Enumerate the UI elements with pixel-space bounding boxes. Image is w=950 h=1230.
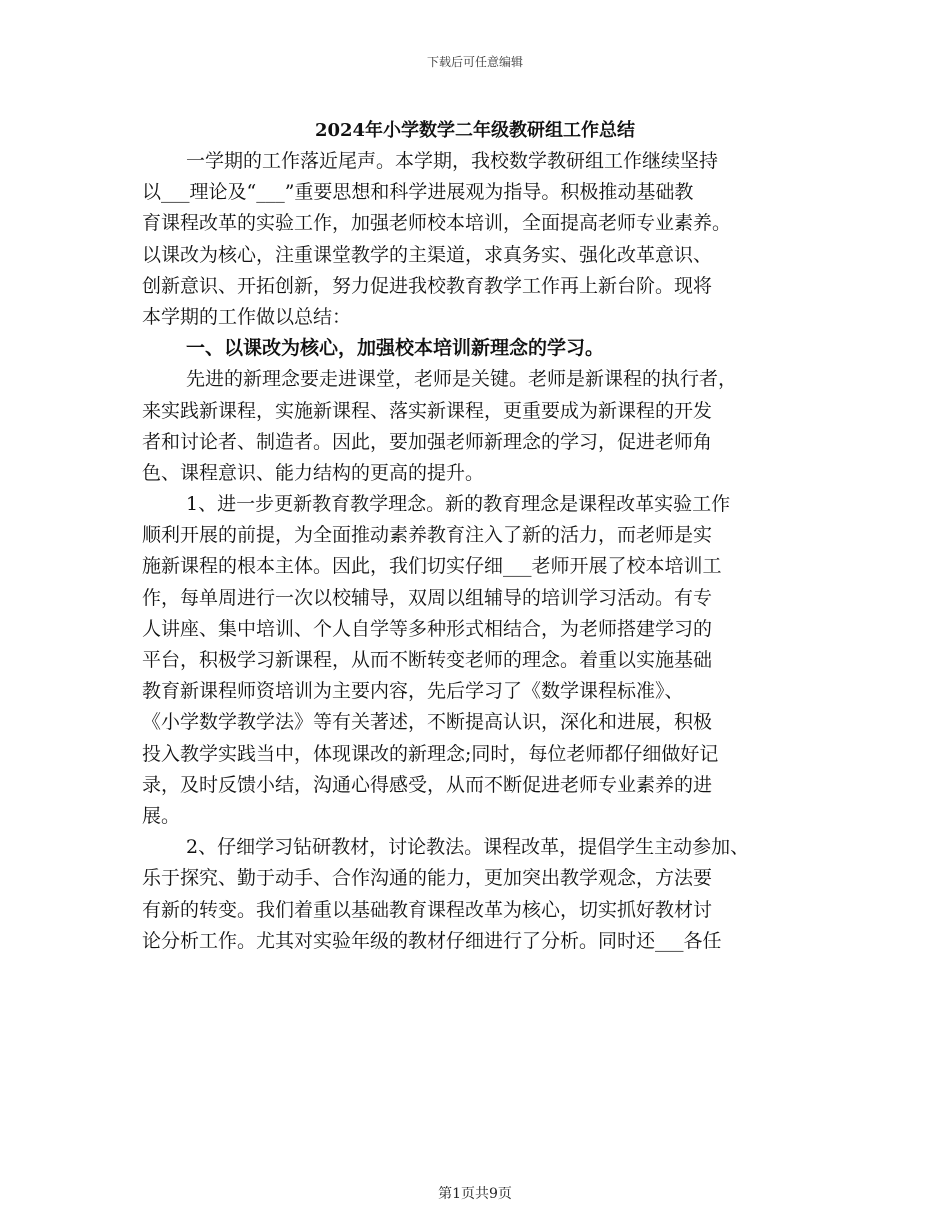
paragraph-line: 展。 [142, 804, 181, 827]
paragraph-line: 本学期的工作做以总结： [142, 305, 352, 328]
paragraph-line: 育课程改革的实验工作，加强老师校本培训，全面提高老师专业素养。 [142, 212, 732, 235]
document-body [142, 146, 812, 957]
paragraph-line: 色、课程意识、能力结构的更高的提升。 [142, 461, 485, 484]
paragraph-line: 来实践新课程，实施新课程、落实新课程，更重要成为新课程的开发 [142, 399, 713, 422]
paragraph-line: 者和讨论者、制造者。因此，要加强老师新理念的学习，促进老师角 [142, 430, 713, 453]
document-title: 2024年小学数学二年级教研组工作总结 [314, 120, 636, 141]
paragraph-line: 一学期的工作落近尾声。本学期，我校数学教研组工作继续坚持 [186, 150, 719, 172]
paragraph-line: 作，每单周进行一次以校辅导，双周以组辅导的培训学习活动。有专 [142, 586, 713, 609]
paragraph-line: 论分析工作。尤其对实验年级的教材仔细进行了分析。同时还___各任 [142, 929, 722, 952]
paragraph-line: 录，及时反馈小结，沟通心得感受，从而不断促进老师专业素养的进 [142, 773, 713, 796]
paragraph-line: 平台，积极学习新课程，从而不断转变老师的理念。着重以实施基础 [142, 649, 713, 671]
paragraph-line: 顺利开展的前提，为全面推动素养教育注入了新的活力，而老师是实 [142, 524, 713, 547]
paragraph-line: 创新意识、开拓创新，努力促进我校教育教学工作再上新台阶。现将 [142, 274, 713, 297]
page-footer: 第1页共9页 [438, 1186, 512, 1202]
paragraph-line: 有新的转变。我们着重以基础教育课程改革为核心，切实抓好教材讨 [142, 898, 713, 921]
paragraph-line: 1、进一步更新教育教学理念。新的教育理念是课程改革实验工作 [186, 493, 731, 516]
page-header: 下载后可任意编辑 [426, 55, 523, 69]
paragraph-line: 《小学数学教学法》等有关著述，不断提高认识，深化和进展，积极 [142, 711, 713, 734]
section-heading: 一、以课改为核心，加强校本培训新理念的学习。 [186, 337, 605, 360]
paragraph-line: 2、仔细学习钻研教材，讨论教法。课程改革，提倡学生主动参加、 [186, 836, 750, 859]
paragraph-line: 乐于探究、勤于动手、合作沟通的能力，更加突出教学观念，方法要 [142, 867, 713, 890]
paragraph-line: 施新课程的根本主体。因此，我们切实仔细___老师开展了校本培训工 [142, 555, 722, 578]
paragraph-line: 投入教学实践当中，体现课改的新理念;同时，每位老师都仔细做好记 [142, 742, 719, 765]
paragraph-line: 先进的新理念要走进课堂，老师是关键。老师是新课程的执行者， [186, 368, 738, 391]
paragraph-line: 以___理论及“___”重要思想和科学进展观为指导。积极推动基础教 [142, 181, 694, 204]
paragraph-line: 教育新课程师资培训为主要内容，先后学习了《数学课程标准》、 [142, 680, 684, 703]
paragraph-line: 人讲座、集中培训、个人自学等多种形式相结合，为老师搭建学习的 [142, 617, 713, 640]
paragraph-line: 以课改为核心，注重课堂教学的主渠道，求真务实、强化改革意识、 [142, 243, 713, 266]
